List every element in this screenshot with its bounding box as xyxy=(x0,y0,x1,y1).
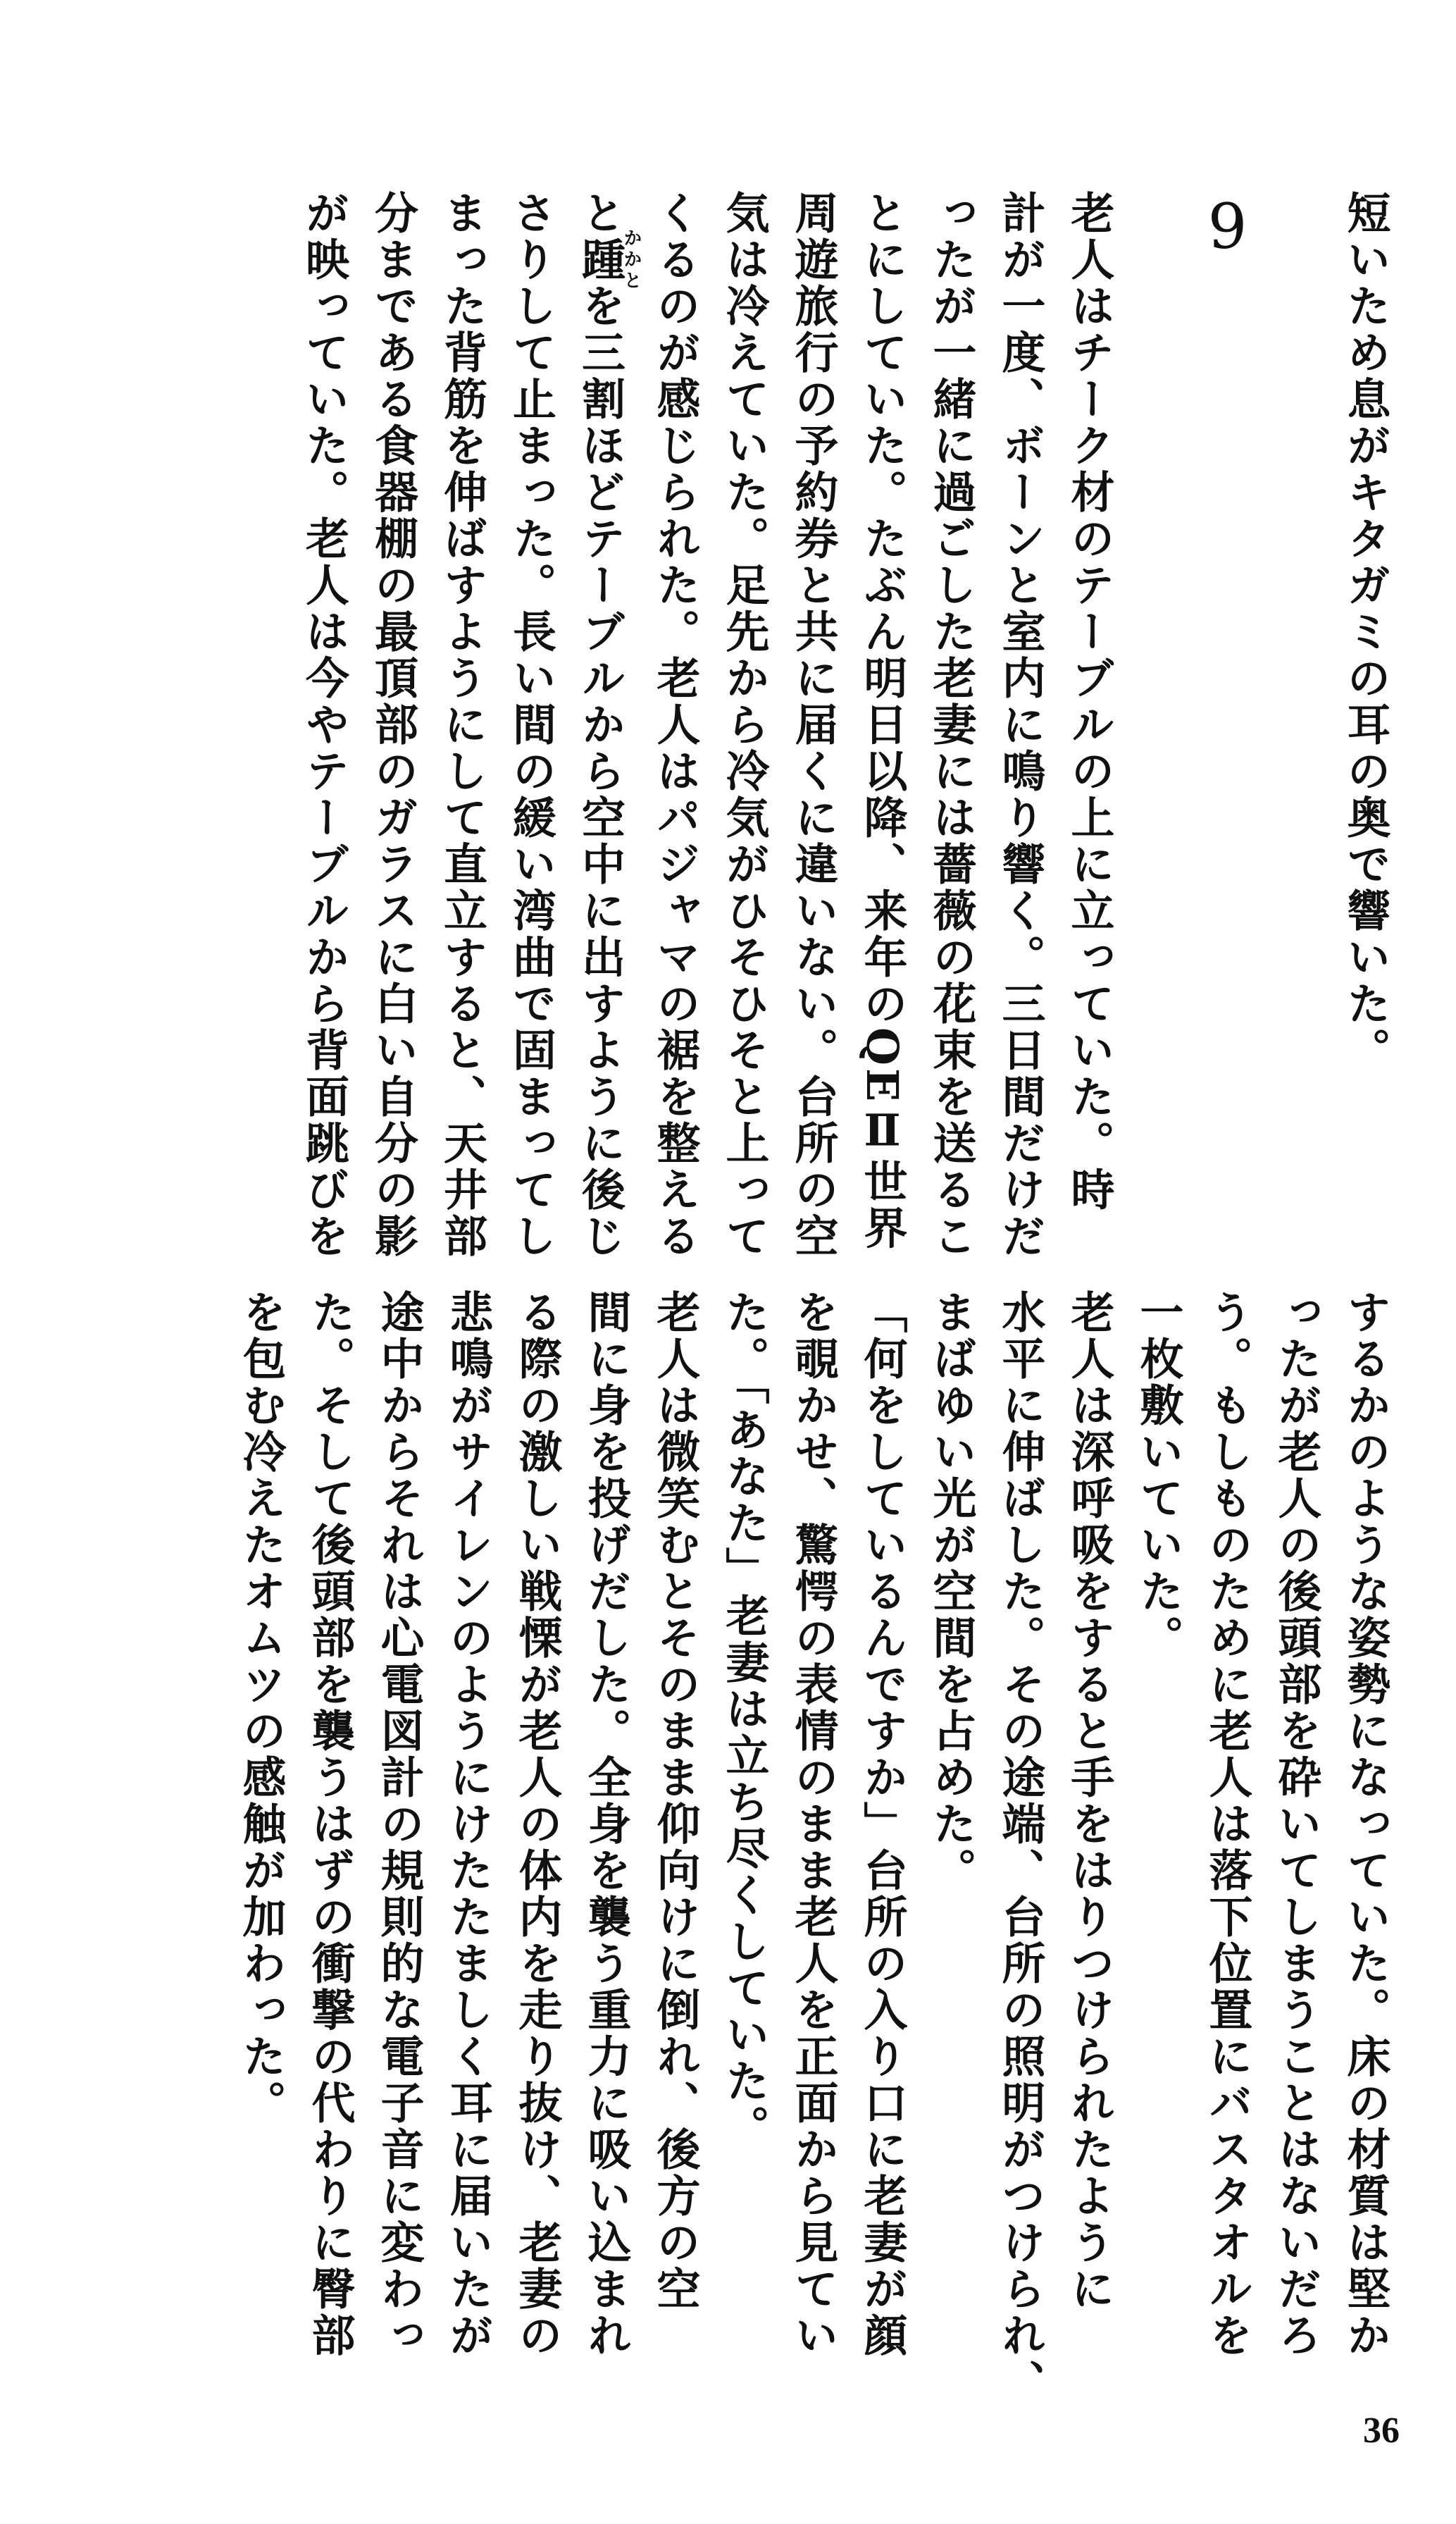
blank-line xyxy=(1262,190,1331,1261)
text-line: くるのが感じられた。老人はパジャマの裾を整える xyxy=(649,190,701,1260)
text-line: た。そして後頭部を襲うはずの衝撃の代わりに臀部 xyxy=(304,1289,356,2359)
text-line: 「何をしているんですか」台所の入り口に老妻が顔 xyxy=(857,1289,908,2359)
text-line: するかのような姿勢になっていた。床の材質は堅か xyxy=(1340,1289,1391,2359)
text-line: 途中からそれは心電図計の規則的な電子音に変わっ xyxy=(373,1289,425,2359)
text-line: 計が一度、ボーンと室内に鳴り響く。三日間だけだ xyxy=(995,190,1046,1260)
text-line: まった背筋を伸ばすようにして直立すると、天井部 xyxy=(436,190,488,1260)
text-line: う。もしものために老人は落下位置にバスタオルを xyxy=(1202,1289,1253,2359)
text-line: さりして止まった。長い間の緩い湾曲で固まってし xyxy=(505,190,557,1260)
text-line: を包む冷えたオムツの感触が加わった。 xyxy=(235,1289,287,2127)
page-number: 36 xyxy=(1363,2411,1400,2451)
text-line: た。「あなた」老妻は立ち尽くしていた。 xyxy=(718,1289,770,2151)
text-line: と踵かかとを三割ほどテーブルから空中に出すように後じ xyxy=(574,190,642,1260)
text-line: る際の激しい戦慄が老人の体内を走り抜け、老妻の xyxy=(511,1289,563,2359)
text-line: 老人はチーク材のテーブルの上に立っていた。時 xyxy=(1064,190,1115,1213)
chapter-number: 9 xyxy=(1191,190,1264,266)
text-line: を覗かせ、驚愕の表情のまま老人を正面から見てい xyxy=(788,1289,839,2359)
bottom-text-block xyxy=(226,1289,1400,2406)
text-line: 気は冷えていた。足先から冷気がひそひそと上って xyxy=(718,190,770,1260)
text-line: ったが一緒に過ごした老妻には薔薇の花束を送るこ xyxy=(926,190,977,1260)
ruby-annotation: 踵かかと xyxy=(574,228,642,292)
text-line: 悲鳴がサイレンのようにけたたましく耳に届いたが xyxy=(442,1289,494,2359)
ruby-reading: かかと xyxy=(621,228,642,292)
text-line: とにしていた。たぶん明日以降、来年のQEⅡ世界 xyxy=(857,190,908,1252)
text-line: 水平に伸ばした。その途端、台所の照明がつけられ、 xyxy=(995,1289,1046,2406)
text-line: まばゆい光が空間を占めた。 xyxy=(926,1289,977,1894)
text-line: ったが老人の後頭部を砕いてしまうことはないだろ xyxy=(1271,1289,1322,2359)
text-line: 老人は微笑むとそのまま仰向けに倒れ、後方の空 xyxy=(649,1289,701,2313)
top-text-block xyxy=(290,190,1400,1261)
text-line: 短いため息がキタガミの耳の奥で響いた。 xyxy=(1340,190,1391,1074)
text-line: 分まである食器棚の最頂部のガラスに白い自分の影 xyxy=(367,190,419,1260)
text-line: が映っていた。老人は今やテーブルから背面跳びを xyxy=(298,190,350,1260)
text-line: 一枚敷いていた。 xyxy=(1133,1289,1184,1662)
blank-line xyxy=(1124,190,1193,1261)
text-line: 周遊旅行の予約券と共に届くに違いない。台所の空 xyxy=(788,190,839,1260)
text-line: 間に身を投げだした。全身を襲う重力に吸い込まれ xyxy=(580,1289,632,2359)
text-line: 老人は深呼吸をすると手をはりつけられたように xyxy=(1064,1289,1115,2313)
